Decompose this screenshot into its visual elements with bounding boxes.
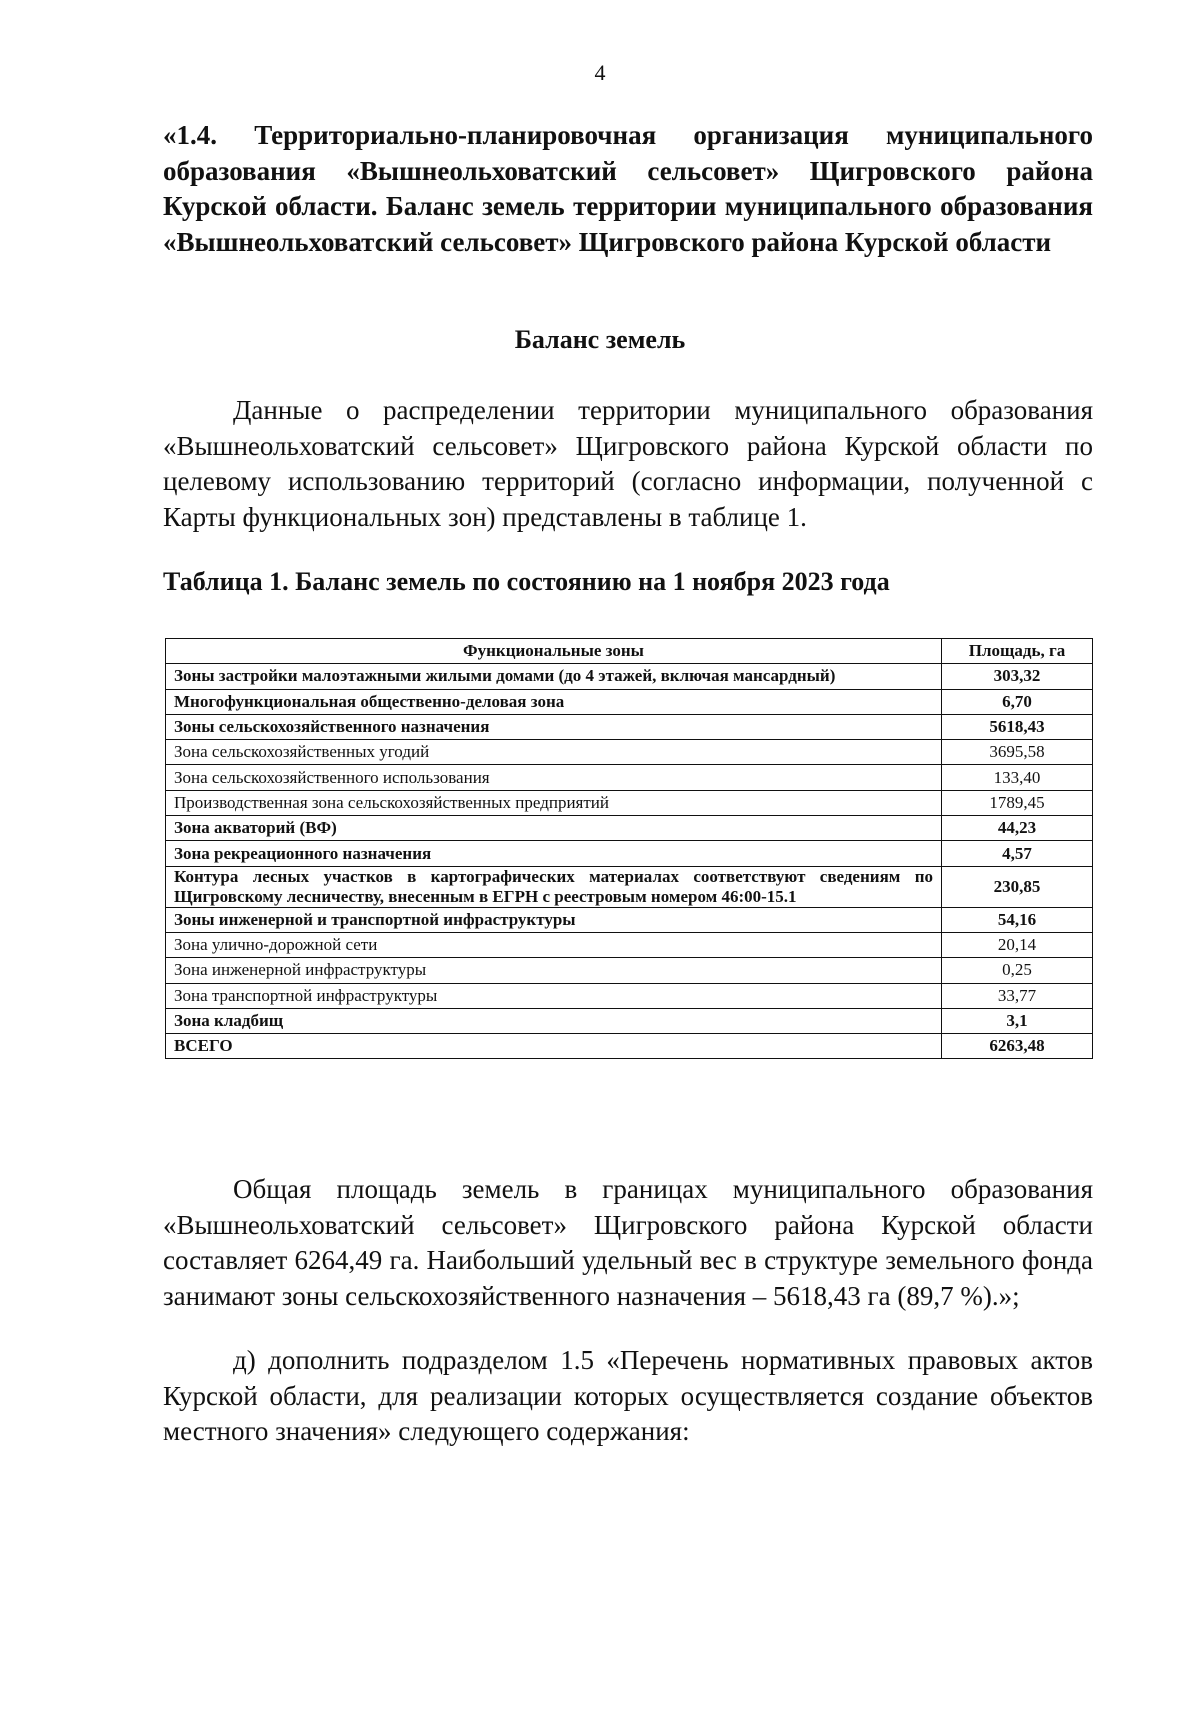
table-caption: Таблица 1. Баланс земель по состоянию на 1 ноября 2023 года — [163, 567, 890, 596]
table-row — [166, 958, 1093, 983]
section-heading: «1.4. Территориально-планировочная организация муниципального образования «Вышнеольховатский сельсовет» Щигровского района Курской области. Баланс земель территории муниципального образования «Вышнеольховатский сельсовет» Щигровского района Курской области — [163, 120, 1093, 257]
zone-name-cell: Зона сельскохозяйственных угодий — [166, 740, 942, 765]
zone-name-cell: Контура лесных участков в картографических материалах соответствуют сведениям по Щигровскому лесничеству, внесенным в ЕГРН с реестровым номером 46:00-15.1 — [166, 866, 942, 907]
header-zones: Функциональные зоны — [166, 639, 942, 664]
zone-area-cell: 6,70 — [942, 689, 1093, 714]
intro-paragraph-text: Данные о распределении территории муниципального образования «Вышнеольховатский сельсовет» Щигровского района Курской области по целевому использованию территорий (согласно информации, полученной с Карты функциональных зон) представлены в таблице 1. — [163, 395, 1093, 532]
zone-name-cell: Зоны застройки малоэтажными жилыми домами (до 4 этажей, включая мансардный) — [166, 664, 942, 689]
table-row — [166, 664, 1093, 689]
table-row — [166, 740, 1093, 765]
zone-name-cell: Зона сельскохозяйственного использования — [166, 765, 942, 790]
page-number: 4 — [594, 60, 606, 85]
amendment-paragraph-text: д) дополнить подразделом 1.5 «Перечень нормативных правовых актов Курской области, для реализации которых осуществляется создание объектов местного значения» следующего содержания: — [163, 1345, 1093, 1446]
zone-area-cell: 3695,58 — [942, 740, 1093, 765]
table-row — [166, 816, 1093, 841]
zone-name-cell: Зона акваторий (ВФ) — [166, 816, 942, 841]
zone-area-cell: 0,25 — [942, 958, 1093, 983]
table-row — [166, 714, 1093, 739]
zone-area-cell: 20,14 — [942, 932, 1093, 957]
table-body — [166, 664, 1093, 1059]
intro-paragraph — [163, 393, 1093, 535]
zone-area-cell: 3,1 — [942, 1008, 1093, 1033]
zone-area-cell: 5618,43 — [942, 714, 1093, 739]
zone-area-cell: 1789,45 — [942, 790, 1093, 815]
zone-name-cell: Производственная зона сельскохозяйственных предприятий — [166, 790, 942, 815]
zone-area-cell: 6263,48 — [942, 1034, 1093, 1059]
zone-area-cell: 230,85 — [942, 866, 1093, 907]
zone-name-cell: Зона улично-дорожной сети — [166, 932, 942, 957]
zone-name-cell: Зона транспортной инфраструктуры — [166, 983, 942, 1008]
zone-name-cell: Зоны инженерной и транспортной инфраструктуры — [166, 907, 942, 932]
zone-name-cell: Зоны сельскохозяйственного назначения — [166, 714, 942, 739]
zone-area-cell: 44,23 — [942, 816, 1093, 841]
summary-paragraph-text: Общая площадь земель в границах муниципального образования «Вышнеольховатский сельсовет» Щигровского района Курской области составляет 6264,49 га. Наибольший удельный вес в структуре земельного фонда занимают зоны сельскохозяйственного назначения – 5618,43 га (89,7 %).»; — [163, 1174, 1093, 1311]
table-row — [166, 907, 1093, 932]
table-row — [166, 932, 1093, 957]
table-row — [166, 765, 1093, 790]
zone-name-cell: Зона рекреационного назначения — [166, 841, 942, 866]
table-row — [166, 689, 1093, 714]
table-row — [166, 1034, 1093, 1059]
zone-name-cell: Зона кладбищ — [166, 1008, 942, 1033]
table-row — [166, 841, 1093, 866]
amendment-paragraph — [163, 1343, 1093, 1450]
summary-paragraph — [163, 1172, 1093, 1314]
zone-area-cell: 33,77 — [942, 983, 1093, 1008]
zone-name-cell: ВСЕГО — [166, 1034, 942, 1059]
zone-name-cell: Многофункциональная общественно-деловая зона — [166, 689, 942, 714]
land-balance-table — [165, 638, 1093, 1059]
zone-area-cell: 54,16 — [942, 907, 1093, 932]
table-row — [166, 790, 1093, 815]
zone-area-cell: 4,57 — [942, 841, 1093, 866]
zone-name-cell: Зона инженерной инфраструктуры — [166, 958, 942, 983]
subheading: Баланс земель — [514, 325, 686, 354]
table-row — [166, 1008, 1093, 1033]
table-row — [166, 983, 1093, 1008]
table-header-row — [166, 639, 1093, 664]
header-area: Площадь, га — [942, 639, 1093, 664]
zone-area-cell: 303,32 — [942, 664, 1093, 689]
table-row — [166, 866, 1093, 907]
zone-area-cell: 133,40 — [942, 765, 1093, 790]
